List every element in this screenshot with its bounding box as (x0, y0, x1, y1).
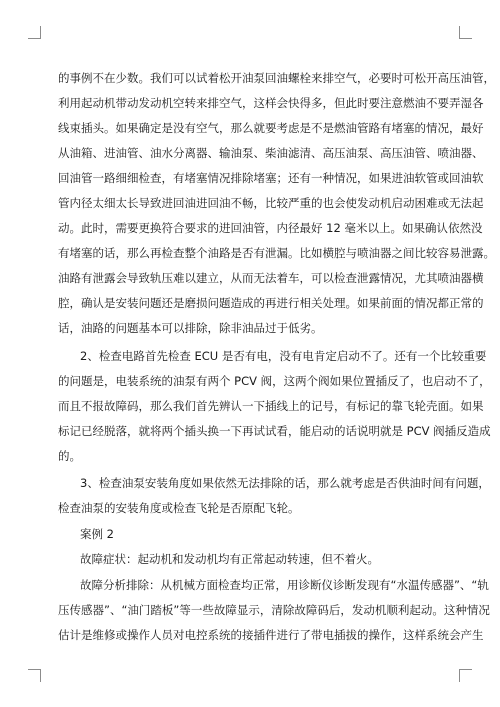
text-line: 从油箱、进油管、油水分离器、输油泵、柴油滤清、高压油泵、高压油管、喷油器、 (58, 146, 484, 160)
crop-mark-bottom-left-h (28, 669, 40, 670)
text-line: 线束插头。如果确定是没有空气，那么就要考虑是不是燃油管路有堵塞的情况，最好 (58, 121, 484, 135)
text-line: 的。 (58, 449, 81, 463)
crop-mark-top-left-v (40, 26, 41, 39)
text-line: 故障症状：起动机和发动机均有正常起动转速，但不着火。 (80, 552, 379, 566)
text-line: 话，油路的问题基本可以排除，除非油品过于低劣。 (58, 321, 323, 335)
text-line: 利用起动机带动发动机空转来排空气，这样会快得多，但此时要注意燃油不要弄湿各 (58, 96, 484, 110)
crop-mark-top-left-h (28, 38, 40, 39)
text-line: 3、检查油泵安装角度如果依然无法排除的话，那么就考虑是否供油时间有问题， (80, 476, 490, 490)
case-heading: 案例 2 (80, 527, 114, 541)
text-line: 故障分析排除：从机械方面检查均正常，用诊断仪诊断发现有“水温传感器”、“轨 (80, 578, 489, 592)
text-line: 管内径太细太长导致进回油进回油不畅，比较严重的也会使发动机启动困难或无法起 (58, 196, 484, 210)
text-line: 有堵塞的话，那么再检查整个油路是否有泄漏。比如横腔与喷油器之间比较容易泄露。 (58, 246, 495, 260)
text-line: 的问题是，电装系统的油泵有两个 PCV 阀，这两个阀如果位置插反了，也启动不了， (58, 374, 491, 388)
crop-mark-bottom-left-v (40, 669, 41, 682)
text-line: 的事例不在少数。我们可以试着松开油泵回油螺栓来排空气，必要时可松开高压油管， (58, 71, 495, 85)
text-line: 回油管一路细细检查，有堵塞情况排除堵塞；还有一种情况，如果进油软管或回油软 (58, 171, 484, 185)
crop-mark-bottom-right-h (460, 669, 472, 670)
text-line: 油路有泄露会导致轨压难以建立，从而无法着车，可以检查泄露情况，尤其喷油器横 (58, 271, 484, 285)
crop-mark-top-right-h (460, 38, 472, 39)
text-line: 2、检查电路首先检查 ECU 是否有电，没有电肯定启动不了。还有一个比较重要 (80, 349, 487, 363)
text-line: 估计是维修或操作人员对电控系统的接插件进行了带电插拔的操作，这样系统会产生 (58, 628, 484, 642)
text-line: 动。此时，需要更换符合要求的进回油管，内径最好 12 毫米以上。如果确认依然没 (58, 221, 483, 235)
text-line: 检查油泵的安装角度或检查飞轮是否原配飞轮。 (58, 501, 300, 515)
crop-mark-bottom-right-v (459, 669, 460, 682)
crop-mark-top-right-v (459, 26, 460, 39)
text-line: 而且不报故障码，那么我们首先辨认一下插线上的记号，有标记的靠飞轮壳面。如果 (58, 399, 484, 413)
text-line: 标记已经脱落，就将两个插头换一下再试试看，能启动的话说明就是 PCV 阀插反造成 (58, 424, 491, 438)
text-line: 腔，确认是安装问题还是磨损问题造成的再进行相关处理。如果前面的情况都正常的 (58, 296, 484, 310)
text-line: 压传感器”、“油门踏板”等一些故障显示，清除故障码后，发动机顺利起动。这种情况 (58, 603, 490, 617)
